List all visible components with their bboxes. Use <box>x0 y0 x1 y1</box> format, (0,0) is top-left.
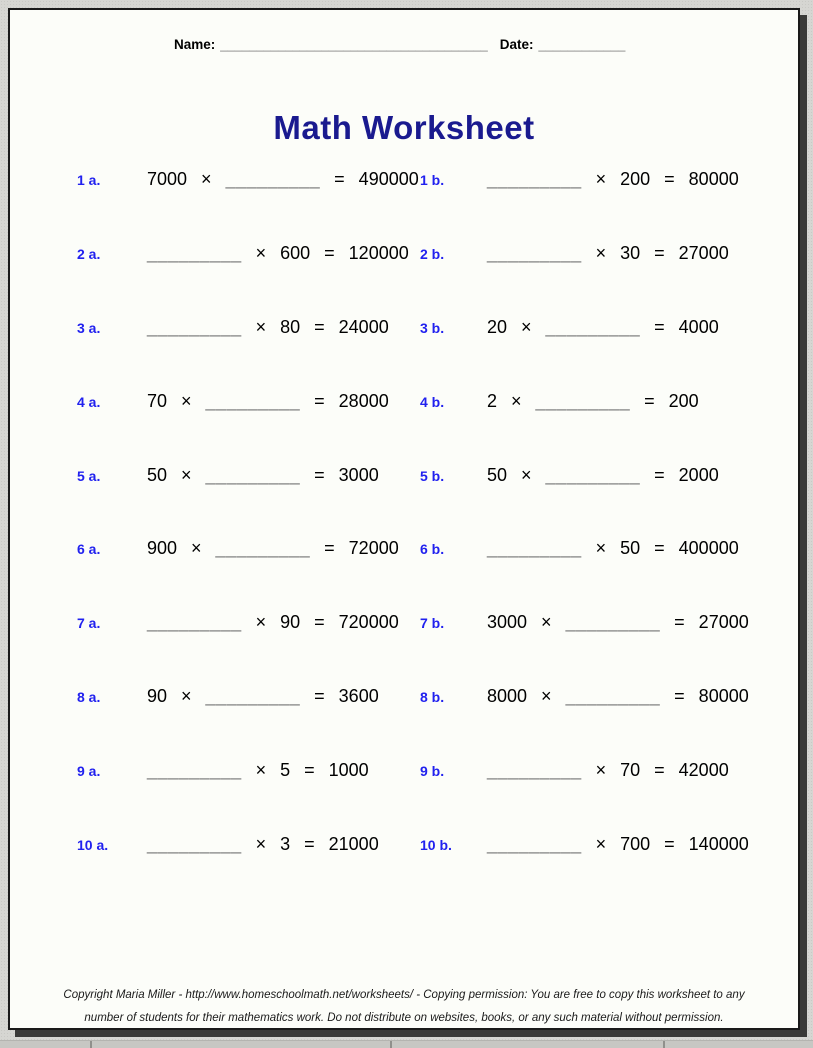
expression-pre: 20 × <box>487 317 532 337</box>
answer-blank[interactable]: _________ <box>565 686 661 706</box>
problem-expression <box>147 243 409 264</box>
problem-9b <box>420 760 729 781</box>
expression-post: = 200 <box>644 391 699 411</box>
problem-number-label: 6 b. <box>420 541 445 557</box>
problem-row-9 <box>10 760 798 834</box>
expression-pre: 8000 × <box>487 686 552 706</box>
problem-number-label: 4 a. <box>77 394 101 410</box>
problem-number-label: 5 b. <box>420 468 445 484</box>
problem-row-8 <box>10 686 798 760</box>
problem-expression <box>147 169 419 190</box>
problem-number-label: 6 a. <box>77 541 101 557</box>
answer-blank[interactable]: _________ <box>205 465 301 485</box>
problem-8b <box>420 686 749 707</box>
answer-blank[interactable]: _________ <box>487 538 582 558</box>
name-date-row <box>174 37 778 52</box>
problem-number-label: 8 a. <box>77 689 101 705</box>
problem-expression <box>487 169 739 190</box>
expression-post: = 80000 <box>674 686 749 706</box>
worksheet-title: Math Worksheet <box>273 109 535 146</box>
problem-2b <box>420 243 729 264</box>
copyright-line-2: number of students for their mathematics work. Do not distribute on websites, books, or any such material without permission. <box>84 1012 724 1024</box>
answer-blank[interactable]: _________ <box>147 760 242 780</box>
problem-expression <box>147 538 399 559</box>
problem-3b <box>420 317 719 338</box>
problem-row-6 <box>10 538 798 612</box>
worksheet-page <box>8 8 800 1030</box>
problem-1b <box>420 169 739 190</box>
answer-blank[interactable]: _________ <box>545 465 641 485</box>
problem-7b <box>420 612 749 633</box>
problem-number-label: 9 a. <box>77 763 101 779</box>
expression-post: × 70 = 42000 <box>595 760 729 780</box>
problem-expression <box>147 834 379 855</box>
expression-post: = 2000 <box>654 465 719 485</box>
problem-6b <box>420 538 739 559</box>
problem-5a <box>77 465 379 486</box>
problem-8a <box>77 686 379 707</box>
answer-blank[interactable]: _________ <box>565 612 661 632</box>
problem-number-label: 2 a. <box>77 246 101 262</box>
expression-post: × 30 = 27000 <box>595 243 729 263</box>
expression-post: = 490000 <box>334 169 419 189</box>
answer-blank[interactable]: _________ <box>487 834 582 854</box>
problem-expression <box>487 465 719 486</box>
answer-blank[interactable]: _________ <box>205 686 301 706</box>
problem-9a <box>77 760 369 781</box>
expression-post: × 700 = 140000 <box>595 834 749 854</box>
copyright-footer <box>40 984 768 1030</box>
problem-row-3 <box>10 317 798 391</box>
expression-post: = 28000 <box>314 391 389 411</box>
problem-expression <box>147 686 379 707</box>
problem-5b <box>420 465 719 486</box>
problem-number-label: 10 a. <box>77 837 109 853</box>
expression-pre: 3000 × <box>487 612 552 632</box>
expression-post: × 5 = 1000 <box>255 760 369 780</box>
problem-expression <box>487 686 749 707</box>
answer-blank[interactable]: _________ <box>545 317 641 337</box>
problem-4b <box>420 391 699 412</box>
problem-expression <box>147 465 379 486</box>
problem-expression <box>487 391 699 412</box>
answer-blank[interactable]: _________ <box>205 391 301 411</box>
problem-expression <box>487 834 749 855</box>
problem-number-label: 5 a. <box>77 468 101 484</box>
problem-10b <box>420 834 749 855</box>
answer-blank[interactable]: _________ <box>147 612 242 632</box>
answer-blank[interactable]: _________ <box>487 243 582 263</box>
problem-row-2 <box>10 243 798 317</box>
problem-number-label: 1 a. <box>77 172 101 188</box>
answer-blank[interactable]: _________ <box>225 169 321 189</box>
problem-row-1 <box>10 169 798 243</box>
problem-row-7 <box>10 612 798 686</box>
problem-number-label: 7 a. <box>77 615 101 631</box>
problem-expression <box>487 317 719 338</box>
expression-post: × 200 = 80000 <box>595 169 739 189</box>
expression-post: = 3600 <box>314 686 379 706</box>
answer-blank[interactable]: _________ <box>535 391 631 411</box>
expression-post: × 80 = 24000 <box>255 317 389 337</box>
expression-post: × 3 = 21000 <box>255 834 379 854</box>
name-label: Name: <box>174 37 216 52</box>
problem-number-label: 3 b. <box>420 320 445 336</box>
problem-number-label: 4 b. <box>420 394 445 410</box>
expression-pre: 7000 × <box>147 169 212 189</box>
date-line[interactable]: ____________ <box>538 37 626 52</box>
problem-row-10 <box>10 834 798 908</box>
problem-number-label: 8 b. <box>420 689 445 705</box>
problem-2a <box>77 243 409 264</box>
expression-pre: 2 × <box>487 391 522 411</box>
problem-6a <box>77 538 399 559</box>
problem-expression <box>487 612 749 633</box>
problem-3a <box>77 317 389 338</box>
problem-number-label: 7 b. <box>420 615 445 631</box>
answer-blank[interactable]: _________ <box>487 760 582 780</box>
expression-post: × 90 = 720000 <box>255 612 399 632</box>
answer-blank[interactable]: _________ <box>147 243 242 263</box>
problem-number-label: 9 b. <box>420 763 445 779</box>
problem-number-label: 2 b. <box>420 246 445 262</box>
problem-expression <box>487 538 739 559</box>
expression-pre: 900 × <box>147 538 202 558</box>
problem-expression <box>487 243 729 264</box>
expression-pre: 90 × <box>147 686 192 706</box>
problem-number-label: 3 a. <box>77 320 101 336</box>
answer-blank[interactable]: _________ <box>147 317 242 337</box>
problem-expression <box>147 317 389 338</box>
problem-7a <box>77 612 399 633</box>
problem-expression <box>487 760 729 781</box>
expression-post: = 3000 <box>314 465 379 485</box>
problem-expression <box>147 760 369 781</box>
problem-row-5 <box>10 465 798 539</box>
problem-number-label: 1 b. <box>420 172 445 188</box>
expression-pre: 50 × <box>487 465 532 485</box>
answer-blank[interactable]: _________ <box>487 169 582 189</box>
expression-post: = 4000 <box>654 317 719 337</box>
expression-pre: 70 × <box>147 391 192 411</box>
answer-blank[interactable]: _________ <box>147 834 242 854</box>
expression-post: = 27000 <box>674 612 749 632</box>
problem-number-label: 10 b. <box>420 837 452 853</box>
name-line[interactable]: _____________________________________ <box>220 37 488 52</box>
problem-4a <box>77 391 389 412</box>
expression-post: × 50 = 400000 <box>595 538 739 558</box>
date-label: Date: <box>499 37 534 52</box>
copyright-line-1: Copyright Maria Miller - http://www.homeschoolmath.net/worksheets/ - Copying permission: You are free to copy this worksheet to any <box>63 989 745 1001</box>
problem-row-4 <box>10 391 798 465</box>
problem-expression <box>147 391 389 412</box>
problem-expression <box>147 612 399 633</box>
expression-pre: 50 × <box>147 465 192 485</box>
problem-1a <box>77 169 419 190</box>
answer-blank[interactable]: _________ <box>215 538 311 558</box>
expression-post: = 72000 <box>324 538 399 558</box>
problem-10a <box>77 834 379 855</box>
expression-post: × 600 = 120000 <box>255 243 409 263</box>
